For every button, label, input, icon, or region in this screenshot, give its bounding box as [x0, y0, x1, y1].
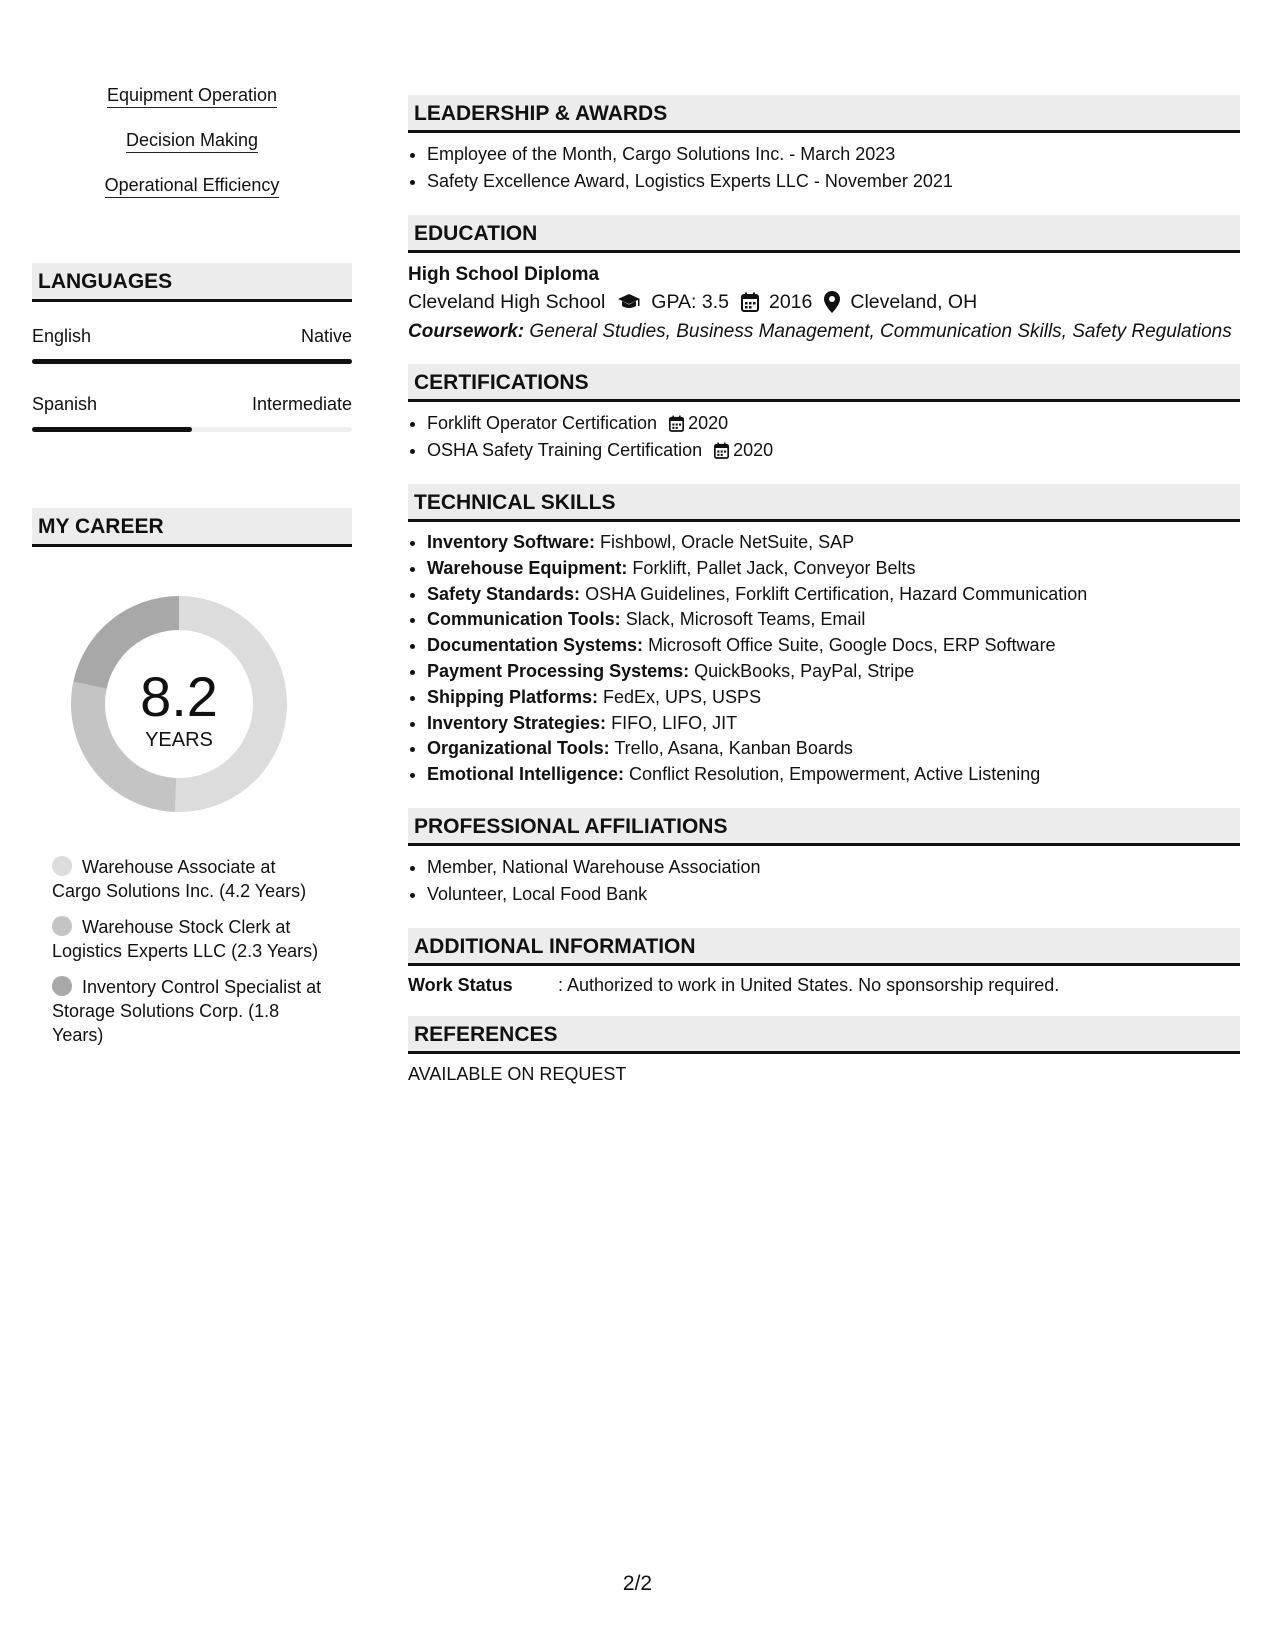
legend-item — [52, 915, 322, 963]
leadership-heading: LEADERSHIP & AWARDS — [408, 95, 1240, 133]
list-item: • Documentation Systems: Microsoft Office Suite, Google Docs, ERP Software — [427, 633, 1240, 659]
graduation-cap-icon — [617, 293, 641, 311]
language-level: Intermediate — [251, 394, 352, 414]
language-name: Spanish — [32, 394, 98, 414]
left-column — [32, 84, 352, 1059]
skills-list — [32, 84, 352, 219]
legend-dot — [52, 856, 72, 876]
certification-year: 2020 — [688, 413, 729, 433]
list-item — [427, 437, 1240, 464]
legend-label: Warehouse Stock Clerk at Logistics Experts LLC (2.3 Years) — [52, 917, 319, 961]
calendar-icon — [669, 415, 684, 432]
calendar-icon — [741, 292, 759, 312]
page-number: 2/2 — [622, 1572, 653, 1595]
affiliations-heading: PROFESSIONAL AFFILIATIONS — [408, 808, 1240, 846]
leadership-section — [408, 95, 1240, 195]
legend-label: Warehouse Associate at Cargo Solutions Inc. (4.2 Years) — [52, 857, 307, 901]
skill-item: Equipment Operation — [107, 84, 277, 108]
education-location: Cleveland, OH — [850, 291, 978, 313]
list-item: • Emotional Intelligence: Conflict Resolution, Empowerment, Active Listening — [427, 762, 1240, 788]
technical-skills-section — [408, 484, 1240, 788]
list-item: • Volunteer, Local Food Bank — [427, 881, 1240, 908]
list-item: • Inventory Software: Fishbowl, Oracle NetSuite, SAP — [427, 530, 1240, 556]
list-item: • Inventory Strategies: FIFO, LIFO, JIT — [427, 711, 1240, 737]
education-degree: High School Diploma — [408, 264, 600, 285]
languages-section — [32, 263, 352, 432]
language-proficiency-fill — [32, 359, 352, 364]
certification-name: • Forklift Operator Certification — [427, 413, 658, 433]
education-heading: EDUCATION — [408, 215, 1240, 253]
list-item: • Employee of the Month, Cargo Solutions Inc. - March 2023 — [427, 141, 1240, 168]
language-proficiency-bar — [32, 427, 352, 432]
legend-item — [52, 855, 322, 903]
skill-item: Operational Efficiency — [105, 174, 280, 198]
legend-item — [52, 975, 322, 1047]
map-pin-icon — [824, 291, 840, 313]
list-item: • Payment Processing Systems: QuickBooks, PayPal, Stripe — [427, 659, 1240, 685]
career-donut-chart — [64, 589, 294, 819]
legend-dot — [52, 976, 72, 996]
list-item: • Organizational Tools: Trello, Asana, Kanban Boards — [427, 736, 1240, 762]
career-total-unit: YEARS — [145, 729, 213, 751]
career-heading: MY CAREER — [32, 508, 352, 547]
career-total-value: 8.2 — [140, 665, 218, 728]
certification-year: 2020 — [733, 440, 774, 460]
coursework-label: Coursework: — [408, 321, 525, 342]
legend-label: Inventory Control Specialist at Storage Solutions Corp. (1.8 Years) — [52, 977, 322, 1045]
education-year: 2016 — [768, 291, 813, 313]
certifications-section — [408, 364, 1240, 464]
legend-dot — [52, 916, 72, 936]
certification-name: • OSHA Safety Training Certification — [427, 440, 703, 460]
additional-info-section — [408, 928, 1240, 996]
references-text: AVAILABLE ON REQUEST — [408, 1063, 627, 1084]
education-school: Cleveland High School — [408, 291, 606, 313]
skill-item: Decision Making — [126, 129, 258, 153]
list-item: • Communication Tools: Slack, Microsoft Teams, Email — [427, 607, 1240, 633]
education-coursework — [408, 320, 1240, 344]
list-item: • Warehouse Equipment: Forklift, Pallet Jack, Conveyor Belts — [427, 556, 1240, 582]
calendar-icon — [714, 442, 729, 459]
list-item — [427, 410, 1240, 437]
references-heading: REFERENCES — [408, 1016, 1240, 1054]
language-level: Native — [300, 326, 352, 346]
coursework-text: General Studies, Business Management, Communication Skills, Safety Regulations — [529, 321, 1232, 342]
work-status-label: Work Status — [408, 974, 513, 995]
list-item: • Shipping Platforms: FedEx, UPS, USPS — [427, 685, 1240, 711]
languages-heading: LANGUAGES — [32, 263, 352, 302]
list-item: • Safety Excellence Award, Logistics Experts LLC - November 2021 — [427, 168, 1240, 195]
references-section — [408, 1016, 1240, 1085]
language-proficiency-bar — [32, 359, 352, 364]
language-item — [32, 326, 352, 364]
language-proficiency-fill — [32, 427, 192, 432]
career-section — [32, 508, 352, 1047]
right-column — [408, 95, 1240, 1105]
language-item — [32, 394, 352, 432]
language-name: English — [32, 326, 92, 346]
education-section — [408, 215, 1240, 344]
technical-skills-heading: TECHNICAL SKILLS — [408, 484, 1240, 522]
career-legend — [32, 855, 322, 1047]
list-item: • Member, National Warehouse Association — [427, 854, 1240, 881]
certifications-heading: CERTIFICATIONS — [408, 364, 1240, 402]
education-gpa: GPA: 3.5 — [651, 291, 729, 313]
affiliations-section — [408, 808, 1240, 908]
work-status-value: : Authorized to work in United States. No sponsorship required. — [558, 974, 1060, 995]
additional-info-heading: ADDITIONAL INFORMATION — [408, 928, 1240, 966]
education-details — [408, 288, 1240, 316]
list-item: • Safety Standards: OSHA Guidelines, Forklift Certification, Hazard Communication — [427, 582, 1240, 608]
